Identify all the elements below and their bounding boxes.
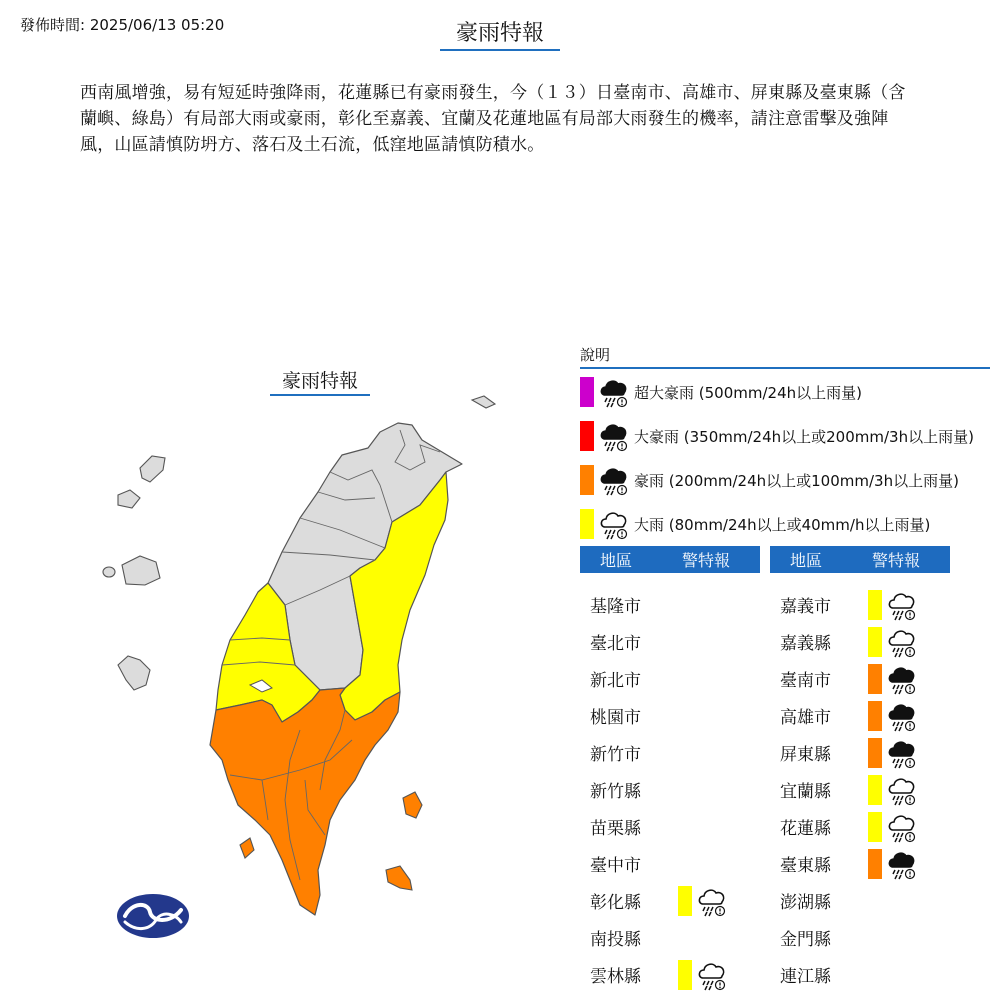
legend-label: 超大豪雨 (500mm/24h以上雨量)	[634, 383, 862, 402]
legend	[580, 370, 1000, 546]
warning-level-bar	[868, 664, 882, 694]
legend-item	[580, 502, 1000, 546]
region-name: 嘉義市	[780, 597, 831, 617]
page-title: 豪雨特報	[440, 16, 560, 51]
table-row[interactable]	[770, 697, 950, 734]
column-header-region: 地區	[599, 551, 632, 570]
region-name: 新竹縣	[590, 782, 641, 802]
torrential-rain-icon	[886, 662, 918, 696]
table-row[interactable]	[580, 660, 760, 697]
island-xiaoliuqiu[interactable]	[240, 838, 254, 858]
torrential-rain-icon	[598, 463, 630, 497]
torrential-rain-icon	[886, 736, 918, 770]
region-name: 金門縣	[780, 930, 831, 950]
table-row[interactable]	[770, 660, 950, 697]
region-name: 基隆市	[590, 597, 641, 617]
table-row[interactable]	[770, 623, 950, 660]
island-green-island[interactable]	[403, 792, 422, 818]
warning-table-left	[580, 546, 760, 573]
region-name: 臺北市	[590, 634, 641, 654]
island-orchid-island[interactable]	[386, 866, 412, 890]
warning-level-bar	[678, 960, 692, 990]
region-tainan-kaohsiung-pingtung-taitung[interactable]	[210, 688, 400, 915]
table-row[interactable]	[580, 586, 760, 623]
table-row[interactable]	[580, 771, 760, 808]
table-row[interactable]	[580, 845, 760, 882]
column-header-warning: 警特報	[871, 551, 920, 570]
region-name: 新竹市	[590, 745, 641, 765]
warning-level-bar	[868, 738, 882, 768]
table-row[interactable]	[580, 919, 760, 956]
table-row[interactable]	[580, 697, 760, 734]
table-row[interactable]	[770, 771, 950, 808]
region-name: 宜蘭縣	[780, 782, 831, 802]
extremely-torrential-rain-icon	[598, 419, 630, 453]
legend-heading: 說明	[580, 344, 990, 369]
warning-level-bar	[868, 849, 882, 879]
legend-label: 大豪雨 (350mm/24h以上或200mm/3h以上雨量)	[634, 427, 974, 446]
region-name: 高雄市	[780, 708, 831, 728]
warning-level-bar	[868, 627, 882, 657]
island-penghu-2[interactable]	[118, 490, 140, 508]
map-title: 豪雨特報	[270, 366, 370, 396]
legend-swatch	[580, 421, 594, 451]
region-name: 新北市	[590, 671, 641, 691]
region-name: 花蓮縣	[780, 819, 831, 839]
warning-level-bar	[678, 886, 692, 916]
region-name: 連江縣	[780, 967, 831, 987]
region-name: 苗栗縣	[590, 819, 641, 839]
legend-swatch	[580, 377, 594, 407]
heavy-rain-icon	[886, 588, 918, 622]
legend-swatch	[580, 465, 594, 495]
table-row[interactable]	[580, 623, 760, 660]
island-penghu-3[interactable]	[122, 556, 160, 585]
region-name: 南投縣	[590, 930, 641, 950]
legend-label: 大雨 (80mm/24h以上或40mm/h以上雨量)	[634, 515, 931, 534]
legend-swatch	[580, 509, 594, 539]
warning-level-bar	[868, 775, 882, 805]
cwa-logo	[117, 894, 189, 938]
table-row[interactable]	[770, 919, 950, 956]
warning-level-bar	[868, 812, 882, 842]
table-row[interactable]	[580, 808, 760, 845]
heavy-rain-icon	[598, 507, 630, 541]
island-penghu-4[interactable]	[103, 567, 115, 577]
warning-level-bar	[868, 701, 882, 731]
table-row[interactable]	[580, 956, 760, 993]
island-penghu-5[interactable]	[118, 656, 150, 690]
region-name: 彰化縣	[590, 893, 641, 913]
table-row[interactable]	[580, 882, 760, 919]
region-name: 嘉義縣	[780, 634, 831, 654]
torrential-rain-icon	[886, 699, 918, 733]
column-header-region: 地區	[789, 551, 822, 570]
heavy-rain-icon	[696, 958, 728, 992]
heavy-rain-icon	[886, 773, 918, 807]
island-north-islet[interactable]	[472, 396, 495, 408]
region-name: 桃園市	[590, 708, 641, 728]
column-header-warning: 警特報	[681, 551, 730, 570]
island-penghu-1[interactable]	[140, 456, 165, 482]
heavy-rain-icon	[696, 884, 728, 918]
legend-item	[580, 414, 1000, 458]
region-name: 雲林縣	[590, 967, 641, 987]
region-name: 臺中市	[590, 856, 641, 876]
heavy-rain-icon	[886, 625, 918, 659]
region-name: 臺南市	[780, 671, 831, 691]
taiwan-warning-map	[0, 380, 560, 980]
table-row[interactable]	[770, 808, 950, 845]
issue-time: 發佈時間: 2025/06/13 05:20	[20, 16, 225, 34]
torrential-rain-icon	[886, 847, 918, 881]
table-row[interactable]	[770, 586, 950, 623]
table-row[interactable]	[770, 882, 950, 919]
legend-item	[580, 458, 1000, 502]
table-row[interactable]	[580, 734, 760, 771]
table-row[interactable]	[770, 734, 950, 771]
legend-label: 豪雨 (200mm/24h以上或100mm/3h以上雨量)	[634, 471, 959, 490]
legend-item	[580, 370, 1000, 414]
table-row[interactable]	[770, 956, 950, 993]
region-name: 屏東縣	[780, 745, 831, 765]
warning-table-right	[770, 546, 950, 573]
table-row[interactable]	[770, 845, 950, 882]
warning-level-bar	[868, 590, 882, 620]
region-name: 澎湖縣	[780, 893, 831, 913]
region-name: 臺東縣	[780, 856, 831, 876]
super-torrential-rain-icon	[598, 375, 630, 409]
heavy-rain-icon	[886, 810, 918, 844]
warning-description: 西南風增強，易有短延時強降雨，花蓮縣已有豪雨發生，今（１３）日臺南市、高雄市、屏東縣及臺東縣（含蘭嶼、綠島）有局部大雨或豪雨，彰化至嘉義、宜蘭及花蓮地區有局部大雨發生的機率，請注意雷擊及強陣風，山區請慎防坍方、落石及土石流，低窪地區請慎防積水。	[80, 83, 906, 155]
